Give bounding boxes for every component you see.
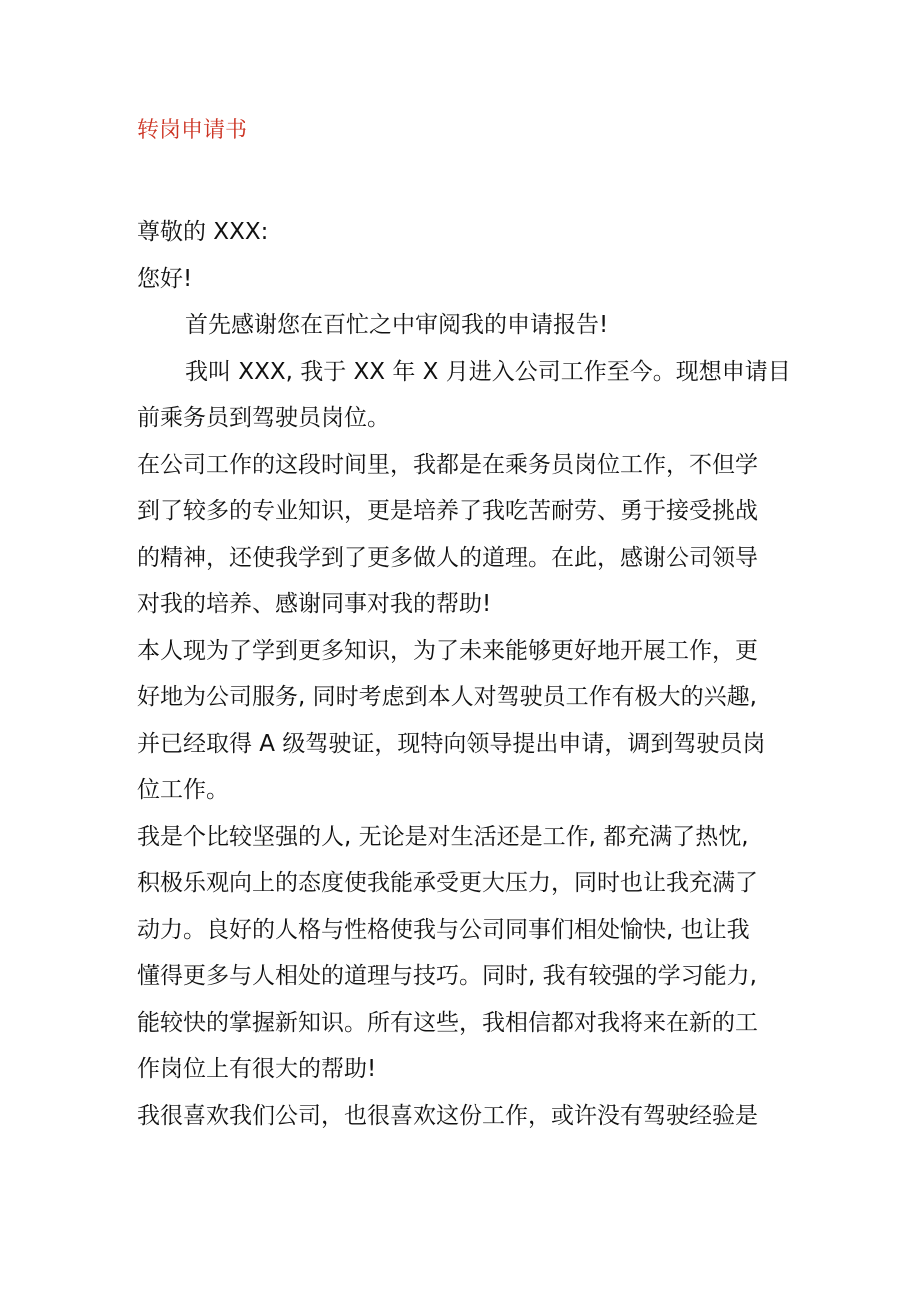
text-line: 我是个比较坚强的人, 无论是对生活还是工作, 都充满了热忱, <box>137 823 749 850</box>
text-line: 能较快的掌握新知识。所有这些，我相信都对我将来在新的工 <box>137 1009 758 1036</box>
text-line: 我很喜欢我们公司，也很喜欢这份工作，或许没有驾驶经验是 <box>137 1102 758 1129</box>
text-line: 作岗位上有很大的帮助! <box>137 1056 377 1082</box>
text-line: 位工作。 <box>137 777 229 803</box>
text-line: 好地为公司服务, 同时考虑到本人对驾驶员工作有极大的兴趣, <box>137 684 757 710</box>
text-line: 前乘务员到驾驶员岗位。 <box>137 405 390 431</box>
text-line: 并已经取得 A 级驾驶证，现特向领导提出申请，调到驾驶员岗 <box>137 730 766 757</box>
text-line: 您好! <box>137 265 193 292</box>
document-body <box>137 209 802 1139</box>
text-line: 在公司工作的这段时间里，我都是在乘务员岗位工作，不但学 <box>137 451 758 478</box>
text-line: 动力。良好的人格与性格使我与公司同事们相处愉快, 也让我 <box>137 916 750 943</box>
text-line: 首先感谢您在百忙之中审阅我的申请报告! <box>185 312 609 338</box>
text-line: 到了较多的专业知识，更是培养了我吃苦耐劳、勇于接受挑战 <box>137 498 758 524</box>
text-line: 尊敬的 XXX: <box>137 219 269 245</box>
text-line: 本人现为了学到更多知识，为了未来能够更好地开展工作，更 <box>137 637 758 664</box>
document-title: 转岗申请书 <box>137 118 248 143</box>
text-line: 的精神，还使我学到了更多做人的道理。在此，感谢公司领导 <box>137 544 758 571</box>
text-line: 积极乐观向上的态度使我能承受更大压力，同时也让我充满了 <box>137 870 758 896</box>
text-line: 我叫 XXX, 我于 XX 年 X 月进入公司工作至今。现想申请目 <box>185 358 791 385</box>
text-line: 懂得更多与人相处的道理与技巧。同时, 我有较强的学习能力, <box>137 963 757 989</box>
text-line: 对我的培养、感谢同事对我的帮助! <box>137 591 492 617</box>
